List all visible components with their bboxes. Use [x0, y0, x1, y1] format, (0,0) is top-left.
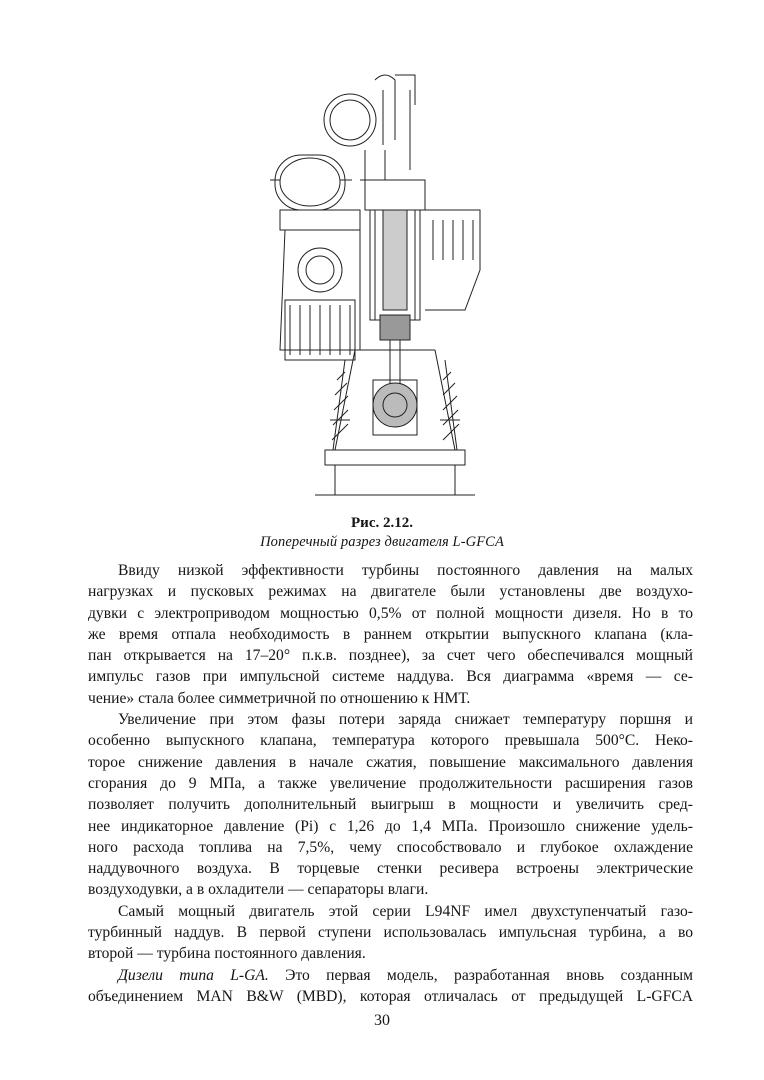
engine-cross-section-figure: [255, 60, 515, 510]
page-number: 30: [374, 1012, 390, 1029]
text-line: Увеличение при этом фазы потери заряда снижает температуру поршня и: [118, 711, 693, 729]
text-line: торое снижение давления в начале сжатия, повышение максимального давления: [88, 753, 693, 771]
body-text: [88, 560, 693, 1007]
text-line: чение» стала более симметричной по отношению к НМТ.: [88, 689, 471, 707]
text-line: второй — турбина постоянного давления.: [88, 945, 366, 963]
text-line: ного расхода топлива на 7,5%, чему способствовало и глубокое охлаждение: [88, 838, 693, 856]
text-line: Ввиду низкой эффективности турбины постоянного давления на малых: [118, 562, 693, 579]
text-line: дувки с электроприводом мощностью 0,5% от полной мощности дизеля. Но в то: [88, 604, 693, 622]
text-line: нагрузках и пусковых режимах на двигателе были установлены две воздухо-: [88, 583, 693, 601]
text-line: пан открывается на 17–20° п.к.в. позднее), за счет чего обеспечивался мощный: [88, 647, 693, 665]
text-line: Дизели типа L-GA. Это первая модель, разработанная вновь созданным: [118, 966, 693, 984]
text-line: наддувочного воздуха. В торцевые стенки ресивера встроены электрические: [88, 860, 693, 878]
text-line: объединением MAN B&W (MBD), которая отличалась от предыдущей L-GFCA: [88, 987, 693, 1005]
text-line: турбинный наддув. В первой ступени использовалась импульсная турбина, а во: [88, 924, 693, 942]
text-line: позволяет получить дополнительный выигрыш в мощности и увеличить сред-: [88, 796, 693, 814]
text-line: Самый мощный двигатель этой серии L94NF имел двухступенчатый газо-: [118, 902, 693, 920]
exhaust-receiver: [324, 94, 376, 146]
text-line: воздуходувки, а в охладители — сепараторы влаги.: [88, 881, 429, 899]
text-line: же время отпала необходимость в раннем открытии выпускного клапана (кла-: [88, 625, 693, 643]
text-line: особенно выпускного клапана, температура которого превышала 500°С. Неко-: [88, 732, 693, 750]
text-line: сгорания до 9 МПа, а также увеличение продолжительности расширения газов: [88, 774, 693, 792]
figure-caption: Поперечный разрез двигателя L-GFCA: [260, 534, 504, 550]
figure-label: Рис. 2.12.: [351, 515, 413, 531]
engine-drawing: [255, 60, 515, 510]
text-line: нее индикаторное давление (Pi) с 1,26 до 1,4 МПа. Произошло снижение удель-: [88, 817, 693, 835]
text-line: импульс газов при импульсной системе наддува. Вся диаграмма «время — се-: [88, 668, 693, 686]
